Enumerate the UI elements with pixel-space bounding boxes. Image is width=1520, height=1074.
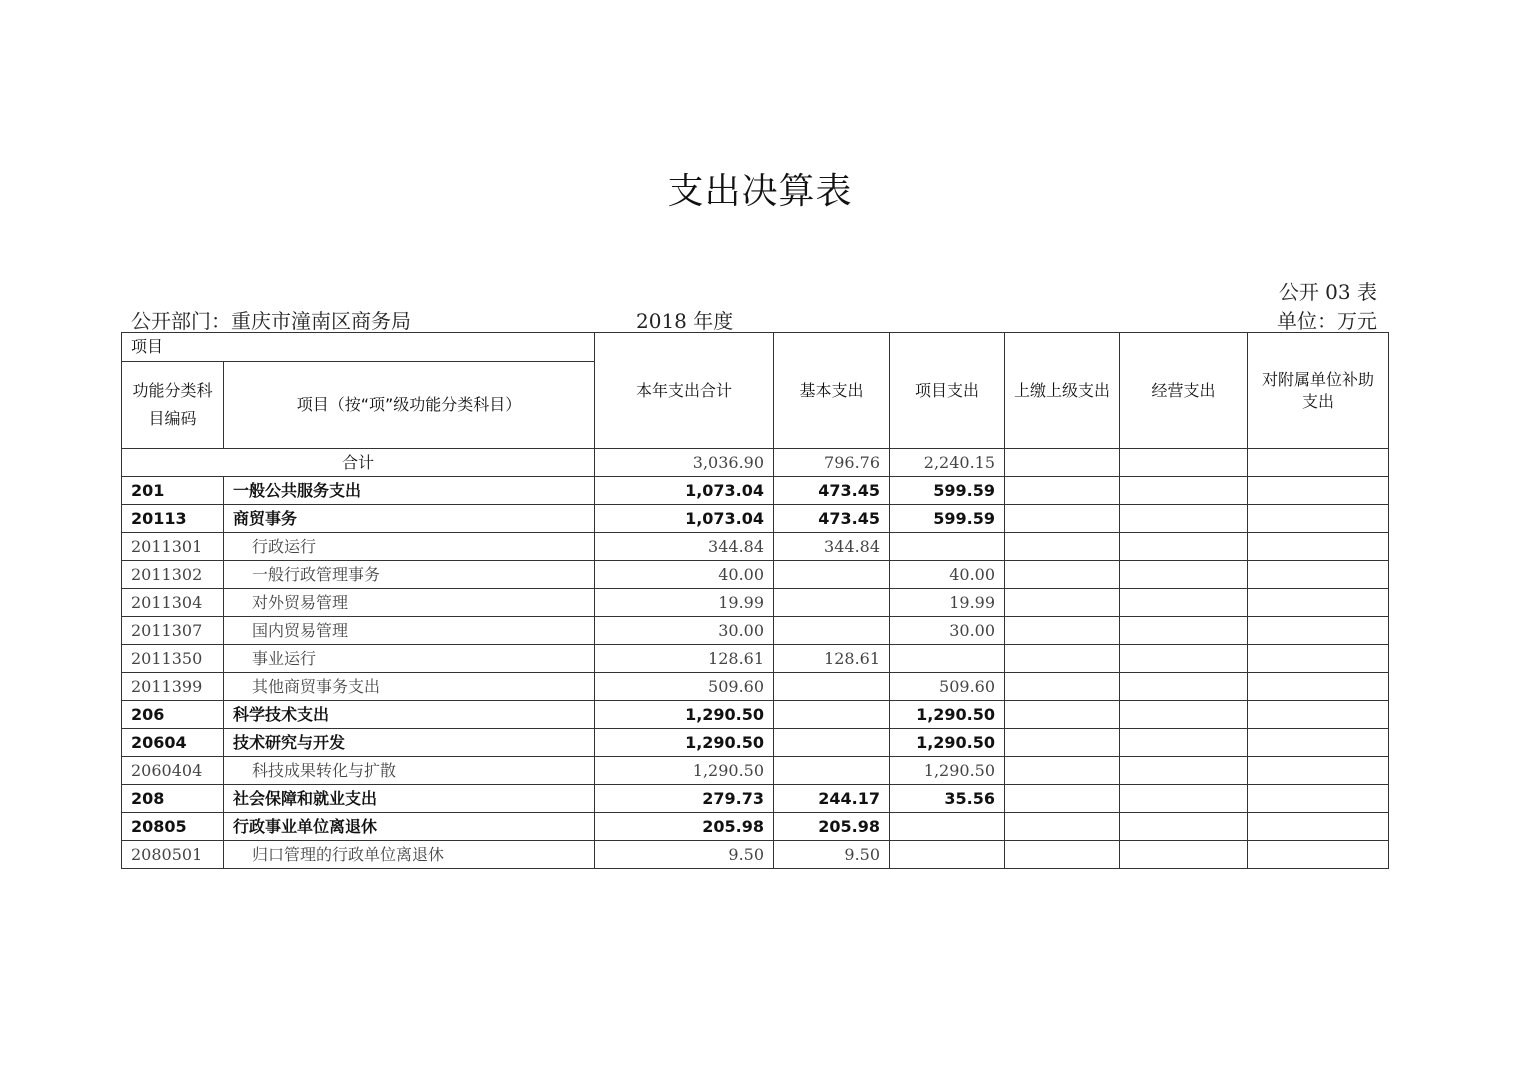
cell-upper xyxy=(1005,561,1120,589)
cell-upper xyxy=(1005,729,1120,757)
fiscal-year-label: 2018 年度 xyxy=(636,309,734,333)
header-subsidy: 对附属单位补助支出 xyxy=(1248,333,1389,449)
cell-subsidy xyxy=(1248,673,1389,701)
table-row xyxy=(122,589,1389,617)
cell-total: 40.00 xyxy=(595,561,774,589)
table-row xyxy=(122,701,1389,729)
cell-code: 208 xyxy=(122,785,224,813)
cell-upper xyxy=(1005,841,1120,869)
cell-subsidy xyxy=(1248,617,1389,645)
cell-project xyxy=(890,533,1005,561)
cell-upper xyxy=(1005,673,1120,701)
cell-upper xyxy=(1005,505,1120,533)
cell-name: 行政事业单位离退休 xyxy=(224,813,595,841)
cell-name: 行政运行 xyxy=(224,533,595,561)
table-row xyxy=(122,645,1389,673)
cell-basic xyxy=(774,729,890,757)
cell-name: 归口管理的行政单位离退休 xyxy=(224,841,595,869)
cell-code: 20604 xyxy=(122,729,224,757)
cell-name: 对外贸易管理 xyxy=(224,589,595,617)
total-upper xyxy=(1005,449,1120,477)
cell-subsidy xyxy=(1248,533,1389,561)
cell-name: 一般公共服务支出 xyxy=(224,477,595,505)
cell-basic: 344.84 xyxy=(774,533,890,561)
cell-business xyxy=(1120,785,1248,813)
cell-upper xyxy=(1005,785,1120,813)
cell-total: 1,073.04 xyxy=(595,477,774,505)
report-title: 支出决算表 xyxy=(667,171,853,212)
table-row xyxy=(122,673,1389,701)
cell-subsidy xyxy=(1248,701,1389,729)
table-row xyxy=(122,617,1389,645)
cell-subsidy xyxy=(1248,813,1389,841)
header-name: 项目（按“项”级功能分类科目） xyxy=(224,362,595,449)
cell-code: 2011301 xyxy=(122,533,224,561)
cell-business xyxy=(1120,757,1248,785)
header-business: 经营支出 xyxy=(1120,333,1248,449)
cell-code: 20113 xyxy=(122,505,224,533)
cell-project xyxy=(890,645,1005,673)
cell-basic: 473.45 xyxy=(774,477,890,505)
cell-total: 1,073.04 xyxy=(595,505,774,533)
cell-name: 事业运行 xyxy=(224,645,595,673)
cell-code: 20805 xyxy=(122,813,224,841)
cell-upper xyxy=(1005,757,1120,785)
cell-total: 128.61 xyxy=(595,645,774,673)
cell-basic: 244.17 xyxy=(774,785,890,813)
department-label: 公开部门：重庆市潼南区商务局 xyxy=(131,309,411,333)
form-number: 公开 03 表 xyxy=(1278,280,1377,304)
cell-name: 国内贸易管理 xyxy=(224,617,595,645)
cell-project: 30.00 xyxy=(890,617,1005,645)
cell-total: 1,290.50 xyxy=(595,701,774,729)
cell-upper xyxy=(1005,701,1120,729)
cell-upper xyxy=(1005,617,1120,645)
table-row xyxy=(122,477,1389,505)
cell-upper xyxy=(1005,589,1120,617)
header-code: 功能分类科目编码 xyxy=(122,362,224,449)
cell-basic xyxy=(774,589,890,617)
cell-subsidy xyxy=(1248,561,1389,589)
cell-code: 2011302 xyxy=(122,561,224,589)
cell-total: 30.00 xyxy=(595,617,774,645)
table-row xyxy=(122,505,1389,533)
total-row xyxy=(122,449,1389,477)
cell-business xyxy=(1120,561,1248,589)
cell-code: 206 xyxy=(122,701,224,729)
cell-business xyxy=(1120,617,1248,645)
cell-name: 其他商贸事务支出 xyxy=(224,673,595,701)
cell-name: 科学技术支出 xyxy=(224,701,595,729)
cell-business xyxy=(1120,813,1248,841)
expenditure-table xyxy=(121,332,1389,869)
cell-total: 1,290.50 xyxy=(595,757,774,785)
cell-business xyxy=(1120,645,1248,673)
cell-code: 2011350 xyxy=(122,645,224,673)
cell-total: 205.98 xyxy=(595,813,774,841)
header-total: 本年支出合计 xyxy=(595,333,774,449)
cell-code: 2011399 xyxy=(122,673,224,701)
cell-subsidy xyxy=(1248,645,1389,673)
cell-code: 2011304 xyxy=(122,589,224,617)
cell-project: 1,290.50 xyxy=(890,757,1005,785)
cell-basic xyxy=(774,701,890,729)
cell-project: 599.59 xyxy=(890,477,1005,505)
cell-upper xyxy=(1005,477,1120,505)
cell-name: 技术研究与开发 xyxy=(224,729,595,757)
cell-basic xyxy=(774,757,890,785)
cell-name: 商贸事务 xyxy=(224,505,595,533)
cell-business xyxy=(1120,589,1248,617)
table-row xyxy=(122,813,1389,841)
cell-basic xyxy=(774,617,890,645)
table-row xyxy=(122,729,1389,757)
cell-name: 一般行政管理事务 xyxy=(224,561,595,589)
cell-subsidy xyxy=(1248,841,1389,869)
cell-code: 2080501 xyxy=(122,841,224,869)
cell-subsidy xyxy=(1248,729,1389,757)
cell-subsidy xyxy=(1248,785,1389,813)
cell-name: 科技成果转化与扩散 xyxy=(224,757,595,785)
table-row xyxy=(122,757,1389,785)
cell-business xyxy=(1120,729,1248,757)
cell-business xyxy=(1120,841,1248,869)
cell-business xyxy=(1120,477,1248,505)
total-amount: 3,036.90 xyxy=(595,449,774,477)
cell-basic: 473.45 xyxy=(774,505,890,533)
cell-business xyxy=(1120,701,1248,729)
cell-project: 1,290.50 xyxy=(890,701,1005,729)
total-subsidy xyxy=(1248,449,1389,477)
cell-subsidy xyxy=(1248,505,1389,533)
cell-subsidy xyxy=(1248,589,1389,617)
cell-business xyxy=(1120,533,1248,561)
cell-basic xyxy=(774,561,890,589)
cell-basic: 9.50 xyxy=(774,841,890,869)
header-item: 项目 xyxy=(122,333,595,362)
cell-total: 279.73 xyxy=(595,785,774,813)
total-business xyxy=(1120,449,1248,477)
total-project: 2,240.15 xyxy=(890,449,1005,477)
table-row xyxy=(122,533,1389,561)
cell-total: 1,290.50 xyxy=(595,729,774,757)
cell-project xyxy=(890,841,1005,869)
cell-project: 19.99 xyxy=(890,589,1005,617)
cell-project: 1,290.50 xyxy=(890,729,1005,757)
cell-project: 35.56 xyxy=(890,785,1005,813)
table-row xyxy=(122,841,1389,869)
table-body xyxy=(122,449,1389,869)
cell-subsidy xyxy=(1248,757,1389,785)
cell-basic: 205.98 xyxy=(774,813,890,841)
cell-code: 2011307 xyxy=(122,617,224,645)
cell-business xyxy=(1120,505,1248,533)
header-project: 项目支出 xyxy=(890,333,1005,449)
header-basic: 基本支出 xyxy=(774,333,890,449)
unit-label: 单位：万元 xyxy=(1277,309,1377,333)
cell-upper xyxy=(1005,533,1120,561)
cell-project xyxy=(890,813,1005,841)
cell-total: 509.60 xyxy=(595,673,774,701)
cell-basic: 128.61 xyxy=(774,645,890,673)
cell-business xyxy=(1120,673,1248,701)
cell-code: 2060404 xyxy=(122,757,224,785)
cell-subsidy xyxy=(1248,477,1389,505)
cell-project: 599.59 xyxy=(890,505,1005,533)
table-row xyxy=(122,785,1389,813)
cell-total: 19.99 xyxy=(595,589,774,617)
cell-project: 509.60 xyxy=(890,673,1005,701)
cell-project: 40.00 xyxy=(890,561,1005,589)
total-label: 合计 xyxy=(122,449,595,477)
header-upper: 上缴上级支出 xyxy=(1005,333,1120,449)
cell-total: 344.84 xyxy=(595,533,774,561)
total-basic: 796.76 xyxy=(774,449,890,477)
cell-upper xyxy=(1005,813,1120,841)
cell-upper xyxy=(1005,645,1120,673)
cell-basic xyxy=(774,673,890,701)
table-row xyxy=(122,561,1389,589)
cell-total: 9.50 xyxy=(595,841,774,869)
cell-name: 社会保障和就业支出 xyxy=(224,785,595,813)
cell-code: 201 xyxy=(122,477,224,505)
